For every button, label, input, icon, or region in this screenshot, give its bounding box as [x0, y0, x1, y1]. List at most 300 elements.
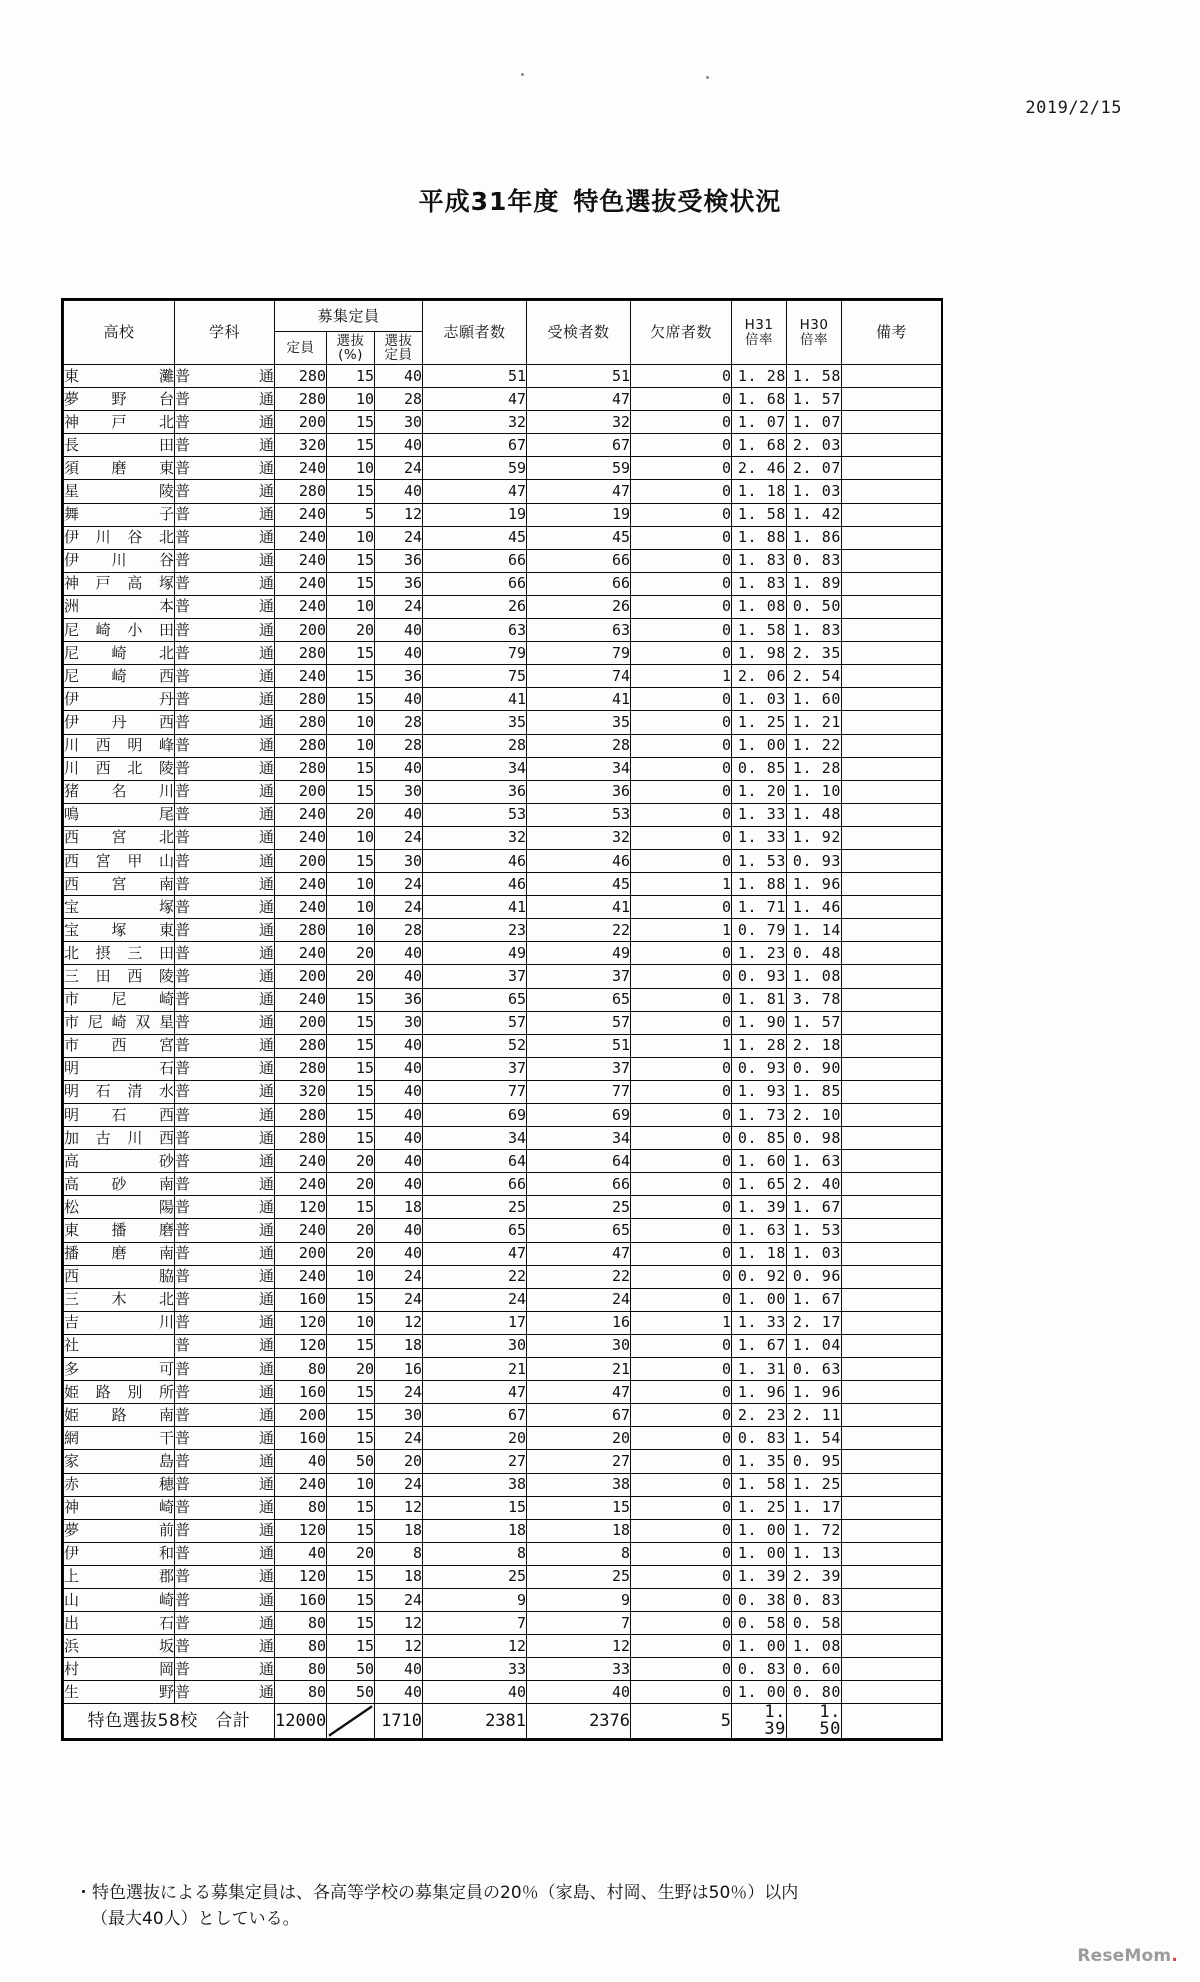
table-cell-applicants: 32: [423, 411, 527, 434]
table-cell-h30-ratio: 1. 25: [787, 1473, 842, 1496]
table-cell-department: 普通: [175, 619, 275, 642]
table-cell-remarks: [842, 873, 942, 896]
table-cell-selection-quota: 30: [375, 1011, 423, 1034]
table-cell-examinees: 9: [527, 1588, 631, 1611]
table-cell-absentees: 0: [631, 896, 732, 919]
table-row: [64, 1404, 942, 1427]
table-cell-department: 普通: [175, 734, 275, 757]
table-cell-absentees: 0: [631, 1057, 732, 1080]
table-cell-examinees: 63: [527, 619, 631, 642]
table-cell-h30-ratio: 1. 22: [787, 734, 842, 757]
table-row: [64, 665, 942, 688]
table-cell-h31-ratio: 1. 31: [732, 1358, 787, 1381]
table-row: [64, 434, 942, 457]
table-cell-applicants: 18: [423, 1519, 527, 1542]
table-cell-h30-ratio: 2. 17: [787, 1311, 842, 1334]
table-cell-quota: 240: [275, 572, 327, 595]
table-row: [64, 1519, 942, 1542]
table-total-row: [64, 1704, 942, 1739]
table-cell-applicants: 12: [423, 1635, 527, 1658]
table-cell-applicants: 28: [423, 734, 527, 757]
table-cell-applicants: 35: [423, 711, 527, 734]
table-cell-applicants: 26: [423, 595, 527, 618]
column-header-department: 学科: [175, 301, 275, 365]
table-cell-h30-ratio: 1. 28: [787, 757, 842, 780]
table-cell-department: 普通: [175, 457, 275, 480]
table-cell-examinees: 51: [527, 1034, 631, 1057]
table-cell-school: 舞子: [64, 503, 175, 526]
table-cell-selection-pct: 20: [327, 1173, 375, 1196]
table-cell-h31-ratio: 0. 83: [732, 1658, 787, 1681]
table-cell-h31-ratio: 1. 58: [732, 619, 787, 642]
table-cell-remarks: [842, 942, 942, 965]
table-cell-examinees: 15: [527, 1496, 631, 1519]
table-cell-h31-ratio: 1. 60: [732, 1150, 787, 1173]
table-cell-h31-ratio: 1. 39: [732, 1565, 787, 1588]
table-cell-selection-pct: 15: [327, 480, 375, 503]
table-cell-absentees: 0: [631, 1612, 732, 1635]
table-cell-selection-quota: 40: [375, 1219, 423, 1242]
table-cell-examinees: 67: [527, 1404, 631, 1427]
table-cell-examinees: 45: [527, 873, 631, 896]
table-cell-remarks: [842, 965, 942, 988]
table-cell-department: 普通: [175, 1288, 275, 1311]
table-cell-h30-ratio: 0. 58: [787, 1612, 842, 1635]
table-cell-department: 普通: [175, 757, 275, 780]
table-cell-department: 普通: [175, 1542, 275, 1565]
total-absentees: 5: [631, 1704, 732, 1739]
table-cell-h30-ratio: 1. 57: [787, 1011, 842, 1034]
table-cell-remarks: [842, 1334, 942, 1357]
table-row: [64, 1265, 942, 1288]
table-cell-h30-ratio: 1. 58: [787, 365, 842, 388]
table-cell-remarks: [842, 1427, 942, 1450]
table-cell-absentees: 0: [631, 1011, 732, 1034]
table-cell-quota: 80: [275, 1635, 327, 1658]
table-cell-school: 明石: [64, 1057, 175, 1080]
table-cell-h30-ratio: 1. 42: [787, 503, 842, 526]
table-cell-h30-ratio: 1. 53: [787, 1219, 842, 1242]
table-cell-department: 普通: [175, 1519, 275, 1542]
table-cell-selection-pct: 10: [327, 734, 375, 757]
table-cell-applicants: 9: [423, 1588, 527, 1611]
table-cell-remarks: [842, 757, 942, 780]
table-cell-examinees: 51: [527, 365, 631, 388]
table-cell-remarks: [842, 1311, 942, 1334]
table-cell-h30-ratio: 0. 60: [787, 1658, 842, 1681]
table-cell-h31-ratio: 1. 00: [732, 1681, 787, 1704]
table-cell-selection-quota: 18: [375, 1196, 423, 1219]
table-cell-applicants: 25: [423, 1196, 527, 1219]
table-cell-department: 普通: [175, 1034, 275, 1057]
total-examinees: 2376: [527, 1704, 631, 1739]
table-cell-examinees: 67: [527, 434, 631, 457]
table-cell-absentees: 0: [631, 1404, 732, 1427]
table-cell-remarks: [842, 1242, 942, 1265]
table-cell-school: 三田西陵: [64, 965, 175, 988]
table-cell-examinees: 47: [527, 388, 631, 411]
table-cell-quota: 120: [275, 1196, 327, 1219]
table-cell-h30-ratio: 1. 17: [787, 1496, 842, 1519]
table-cell-remarks: [842, 780, 942, 803]
table-row: [64, 1080, 942, 1103]
table-footer: [64, 1704, 942, 1739]
table-cell-h31-ratio: 0. 93: [732, 1057, 787, 1080]
table-cell-department: 普通: [175, 988, 275, 1011]
table-cell-selection-pct: 15: [327, 1612, 375, 1635]
table-cell-h30-ratio: 1. 48: [787, 803, 842, 826]
table-cell-school: 東播磨: [64, 1219, 175, 1242]
table-row: [64, 1288, 942, 1311]
table-cell-h31-ratio: 1. 93: [732, 1080, 787, 1103]
watermark-dot: .: [1171, 1946, 1178, 1966]
column-header-absentees: 欠席者数: [631, 301, 732, 365]
table-cell-remarks: [842, 1358, 942, 1381]
table-cell-selection-pct: 15: [327, 1519, 375, 1542]
table-cell-applicants: 34: [423, 1127, 527, 1150]
table-cell-selection-pct: 15: [327, 849, 375, 872]
table-cell-absentees: 0: [631, 1681, 732, 1704]
table-cell-department: 普通: [175, 849, 275, 872]
table-cell-absentees: 0: [631, 1334, 732, 1357]
table-cell-quota: 120: [275, 1311, 327, 1334]
table-cell-quota: 160: [275, 1588, 327, 1611]
table-cell-school: 伊丹西: [64, 711, 175, 734]
table-cell-school: 市尼崎双星: [64, 1011, 175, 1034]
table-cell-h31-ratio: 0. 79: [732, 919, 787, 942]
table-cell-h31-ratio: 1. 98: [732, 642, 787, 665]
table-cell-school: 山崎: [64, 1588, 175, 1611]
table-cell-quota: 240: [275, 457, 327, 480]
table-cell-examinees: 77: [527, 1080, 631, 1103]
table-row: [64, 1034, 942, 1057]
table-cell-quota: 200: [275, 619, 327, 642]
table-cell-selection-quota: 40: [375, 434, 423, 457]
table-cell-h31-ratio: 1. 25: [732, 711, 787, 734]
table-cell-quota: 280: [275, 1104, 327, 1127]
table-row: [64, 411, 942, 434]
table-cell-remarks: [842, 1381, 942, 1404]
table-cell-h31-ratio: 1. 28: [732, 365, 787, 388]
table-cell-selection-pct: 15: [327, 365, 375, 388]
table-cell-school: 長田: [64, 434, 175, 457]
table-cell-examinees: 47: [527, 1242, 631, 1265]
table-cell-school: 神崎: [64, 1496, 175, 1519]
table-cell-selection-pct: 15: [327, 780, 375, 803]
table-cell-selection-pct: 15: [327, 1565, 375, 1588]
table-cell-absentees: 0: [631, 780, 732, 803]
table-cell-remarks: [842, 1658, 942, 1681]
table-cell-department: 普通: [175, 1612, 275, 1635]
table-cell-applicants: 17: [423, 1311, 527, 1334]
table-cell-selection-quota: 24: [375, 873, 423, 896]
table-cell-school: 東灘: [64, 365, 175, 388]
table-cell-examinees: 66: [527, 1173, 631, 1196]
table-cell-examinees: 22: [527, 1265, 631, 1288]
table-cell-selection-pct: 10: [327, 1265, 375, 1288]
column-header-examinees: 受検者数: [527, 301, 631, 365]
table-cell-remarks: [842, 1034, 942, 1057]
table-row: [64, 1450, 942, 1473]
table-cell-applicants: 23: [423, 919, 527, 942]
table-cell-applicants: 49: [423, 942, 527, 965]
table-cell-applicants: 25: [423, 1565, 527, 1588]
table-cell-school: 宝塚: [64, 896, 175, 919]
table-cell-h31-ratio: 1. 00: [732, 1519, 787, 1542]
table-cell-school: 姫路別所: [64, 1381, 175, 1404]
table-cell-school: 家島: [64, 1450, 175, 1473]
table-cell-department: 普通: [175, 1057, 275, 1080]
table-cell-selection-pct: 15: [327, 1034, 375, 1057]
table-row: [64, 849, 942, 872]
table-cell-quota: 200: [275, 1242, 327, 1265]
table-cell-selection-quota: 24: [375, 1381, 423, 1404]
table-cell-examinees: 40: [527, 1681, 631, 1704]
table-cell-h30-ratio: 2. 35: [787, 642, 842, 665]
table-cell-department: 普通: [175, 688, 275, 711]
table-cell-selection-pct: 20: [327, 1542, 375, 1565]
table-cell-quota: 80: [275, 1658, 327, 1681]
table-cell-school: 須磨東: [64, 457, 175, 480]
column-header-remarks: 備考: [842, 301, 942, 365]
table-cell-department: 普通: [175, 1196, 275, 1219]
table-cell-absentees: 1: [631, 873, 732, 896]
table-cell-selection-quota: 40: [375, 480, 423, 503]
table-cell-selection-quota: 24: [375, 1288, 423, 1311]
table-cell-examinees: 21: [527, 1358, 631, 1381]
table-cell-examinees: 37: [527, 1057, 631, 1080]
table-row: [64, 1427, 942, 1450]
table-cell-department: 普通: [175, 642, 275, 665]
table-cell-absentees: 0: [631, 457, 732, 480]
table-cell-examinees: 25: [527, 1565, 631, 1588]
table-cell-quota: 240: [275, 826, 327, 849]
table-cell-department: 普通: [175, 595, 275, 618]
table-cell-department: 普通: [175, 665, 275, 688]
table-cell-h31-ratio: 1. 96: [732, 1381, 787, 1404]
table-cell-h30-ratio: 2. 54: [787, 665, 842, 688]
table-cell-h30-ratio: 1. 03: [787, 1242, 842, 1265]
table-cell-examinees: 53: [527, 803, 631, 826]
table-cell-absentees: 0: [631, 1473, 732, 1496]
table-cell-h30-ratio: 1. 89: [787, 572, 842, 595]
table-cell-absentees: 0: [631, 1080, 732, 1103]
table-cell-absentees: 0: [631, 480, 732, 503]
table-cell-department: 普通: [175, 803, 275, 826]
table-cell-school: 明石西: [64, 1104, 175, 1127]
table-cell-department: 普通: [175, 1011, 275, 1034]
table-cell-remarks: [842, 1196, 942, 1219]
table-cell-selection-pct: 10: [327, 1311, 375, 1334]
table-cell-h30-ratio: 0. 80: [787, 1681, 842, 1704]
table-cell-selection-quota: 24: [375, 457, 423, 480]
table-row: [64, 1334, 942, 1357]
table-row: [64, 526, 942, 549]
table-cell-h31-ratio: 1. 23: [732, 942, 787, 965]
table-cell-department: 普通: [175, 1173, 275, 1196]
table-cell-remarks: [842, 1496, 942, 1519]
table-cell-examinees: 49: [527, 942, 631, 965]
page-title: [0, 182, 1200, 218]
table-cell-selection-pct: 15: [327, 411, 375, 434]
table-cell-department: 普通: [175, 826, 275, 849]
table-cell-remarks: [842, 365, 942, 388]
column-header-quota: 定員: [275, 332, 327, 365]
table-cell-selection-quota: 12: [375, 1311, 423, 1334]
table-cell-department: 普通: [175, 1450, 275, 1473]
table-cell-h30-ratio: 1. 96: [787, 873, 842, 896]
table-cell-department: 普通: [175, 1658, 275, 1681]
table-cell-h31-ratio: 1. 07: [732, 411, 787, 434]
table-cell-examinees: 24: [527, 1288, 631, 1311]
footnote-line-2: （最大40人）としている。: [91, 1909, 300, 1930]
table-row: [64, 1219, 942, 1242]
table-cell-quota: 280: [275, 1127, 327, 1150]
table-cell-selection-pct: 15: [327, 988, 375, 1011]
table-cell-absentees: 0: [631, 942, 732, 965]
table-cell-selection-pct: 15: [327, 1588, 375, 1611]
table-cell-selection-pct: 15: [327, 665, 375, 688]
table-cell-examinees: 28: [527, 734, 631, 757]
table-cell-h30-ratio: 1. 21: [787, 711, 842, 734]
table-cell-remarks: [842, 1473, 942, 1496]
table-cell-remarks: [842, 411, 942, 434]
table-cell-department: 普通: [175, 1427, 275, 1450]
scan-speck: [706, 76, 709, 79]
table-cell-school: 生野: [64, 1681, 175, 1704]
table-cell-quota: 120: [275, 1565, 327, 1588]
table-cell-school: 伊和: [64, 1542, 175, 1565]
table-cell-examinees: 20: [527, 1427, 631, 1450]
table-cell-absentees: 0: [631, 526, 732, 549]
table-cell-applicants: 66: [423, 1173, 527, 1196]
table-row: [64, 1057, 942, 1080]
table-cell-h31-ratio: 1. 83: [732, 549, 787, 572]
table-cell-absentees: 1: [631, 919, 732, 942]
table-cell-applicants: 64: [423, 1150, 527, 1173]
table-cell-applicants: 47: [423, 388, 527, 411]
table-cell-applicants: 34: [423, 757, 527, 780]
table-cell-h30-ratio: 1. 85: [787, 1080, 842, 1103]
table-cell-absentees: 0: [631, 1542, 732, 1565]
table-cell-absentees: 0: [631, 711, 732, 734]
table-cell-absentees: 0: [631, 1104, 732, 1127]
table-cell-quota: 240: [275, 1173, 327, 1196]
table-cell-selection-quota: 40: [375, 619, 423, 642]
table-cell-h31-ratio: 1. 35: [732, 1450, 787, 1473]
table-cell-remarks: [842, 1519, 942, 1542]
table-cell-school: 神戸高塚: [64, 572, 175, 595]
table-cell-applicants: 47: [423, 1381, 527, 1404]
table-cell-applicants: 63: [423, 619, 527, 642]
table-cell-selection-pct: 10: [327, 1473, 375, 1496]
table-cell-examinees: 69: [527, 1104, 631, 1127]
table-cell-quota: 240: [275, 988, 327, 1011]
total-selection-quota: 1710: [375, 1704, 423, 1739]
table-cell-examinees: 65: [527, 988, 631, 1011]
table-cell-selection-quota: 40: [375, 757, 423, 780]
table-cell-selection-quota: 18: [375, 1519, 423, 1542]
table-cell-h30-ratio: 2. 11: [787, 1404, 842, 1427]
table-cell-applicants: 15: [423, 1496, 527, 1519]
table-row: [64, 1242, 942, 1265]
table-cell-selection-quota: 40: [375, 803, 423, 826]
table-row: [64, 1011, 942, 1034]
table-cell-absentees: 0: [631, 595, 732, 618]
table-cell-school: 伊川谷北: [64, 526, 175, 549]
table-cell-school: 星陵: [64, 480, 175, 503]
table-cell-school: 松陽: [64, 1196, 175, 1219]
table-cell-school: 浜坂: [64, 1635, 175, 1658]
table-cell-examinees: 22: [527, 919, 631, 942]
table-cell-remarks: [842, 1127, 942, 1150]
table-cell-remarks: [842, 1681, 942, 1704]
page-title-subject: 特色選抜受検状況: [573, 187, 782, 216]
table-row: [64, 457, 942, 480]
table-cell-quota: 160: [275, 1381, 327, 1404]
table-cell-department: 普通: [175, 526, 275, 549]
table-cell-quota: 280: [275, 919, 327, 942]
table-cell-h31-ratio: 1. 33: [732, 1311, 787, 1334]
table-row: [64, 480, 942, 503]
table-row: [64, 965, 942, 988]
table-cell-h31-ratio: 1. 00: [732, 1542, 787, 1565]
table-cell-selection-pct: 15: [327, 1635, 375, 1658]
table-cell-examinees: 34: [527, 757, 631, 780]
table-cell-remarks: [842, 1173, 942, 1196]
table-cell-selection-quota: 40: [375, 942, 423, 965]
table-row: [64, 1127, 942, 1150]
table-cell-selection-pct: 15: [327, 434, 375, 457]
table-cell-h31-ratio: 0. 85: [732, 757, 787, 780]
table-cell-absentees: 0: [631, 388, 732, 411]
table-cell-remarks: [842, 503, 942, 526]
table-cell-selection-quota: 24: [375, 896, 423, 919]
table-cell-school: 伊丹: [64, 688, 175, 711]
table-cell-quota: 200: [275, 780, 327, 803]
table-cell-absentees: 0: [631, 1427, 732, 1450]
table-cell-quota: 200: [275, 849, 327, 872]
table-cell-remarks: [842, 1565, 942, 1588]
table-cell-selection-pct: 10: [327, 595, 375, 618]
table-cell-department: 普通: [175, 1635, 275, 1658]
table-cell-h30-ratio: 1. 46: [787, 896, 842, 919]
table-cell-selection-quota: 40: [375, 1104, 423, 1127]
table-cell-department: 普通: [175, 572, 275, 595]
table-cell-department: 普通: [175, 549, 275, 572]
table-cell-absentees: 0: [631, 1519, 732, 1542]
table-cell-selection-quota: 30: [375, 849, 423, 872]
table-cell-examinees: 38: [527, 1473, 631, 1496]
table-cell-quota: 80: [275, 1358, 327, 1381]
table-cell-selection-quota: 40: [375, 965, 423, 988]
table-cell-selection-quota: 24: [375, 826, 423, 849]
table-cell-h31-ratio: 1. 20: [732, 780, 787, 803]
table-cell-quota: 280: [275, 734, 327, 757]
table-cell-quota: 120: [275, 1519, 327, 1542]
table-cell-h30-ratio: 1. 10: [787, 780, 842, 803]
table-cell-absentees: 0: [631, 411, 732, 434]
table-cell-selection-quota: 28: [375, 388, 423, 411]
table-row: [64, 780, 942, 803]
table-cell-remarks: [842, 480, 942, 503]
table-cell-school: 村岡: [64, 1658, 175, 1681]
table-cell-selection-pct: 15: [327, 1127, 375, 1150]
table-cell-applicants: 21: [423, 1358, 527, 1381]
table-cell-applicants: 59: [423, 457, 527, 480]
table-cell-department: 普通: [175, 503, 275, 526]
table-cell-h31-ratio: 1. 68: [732, 434, 787, 457]
